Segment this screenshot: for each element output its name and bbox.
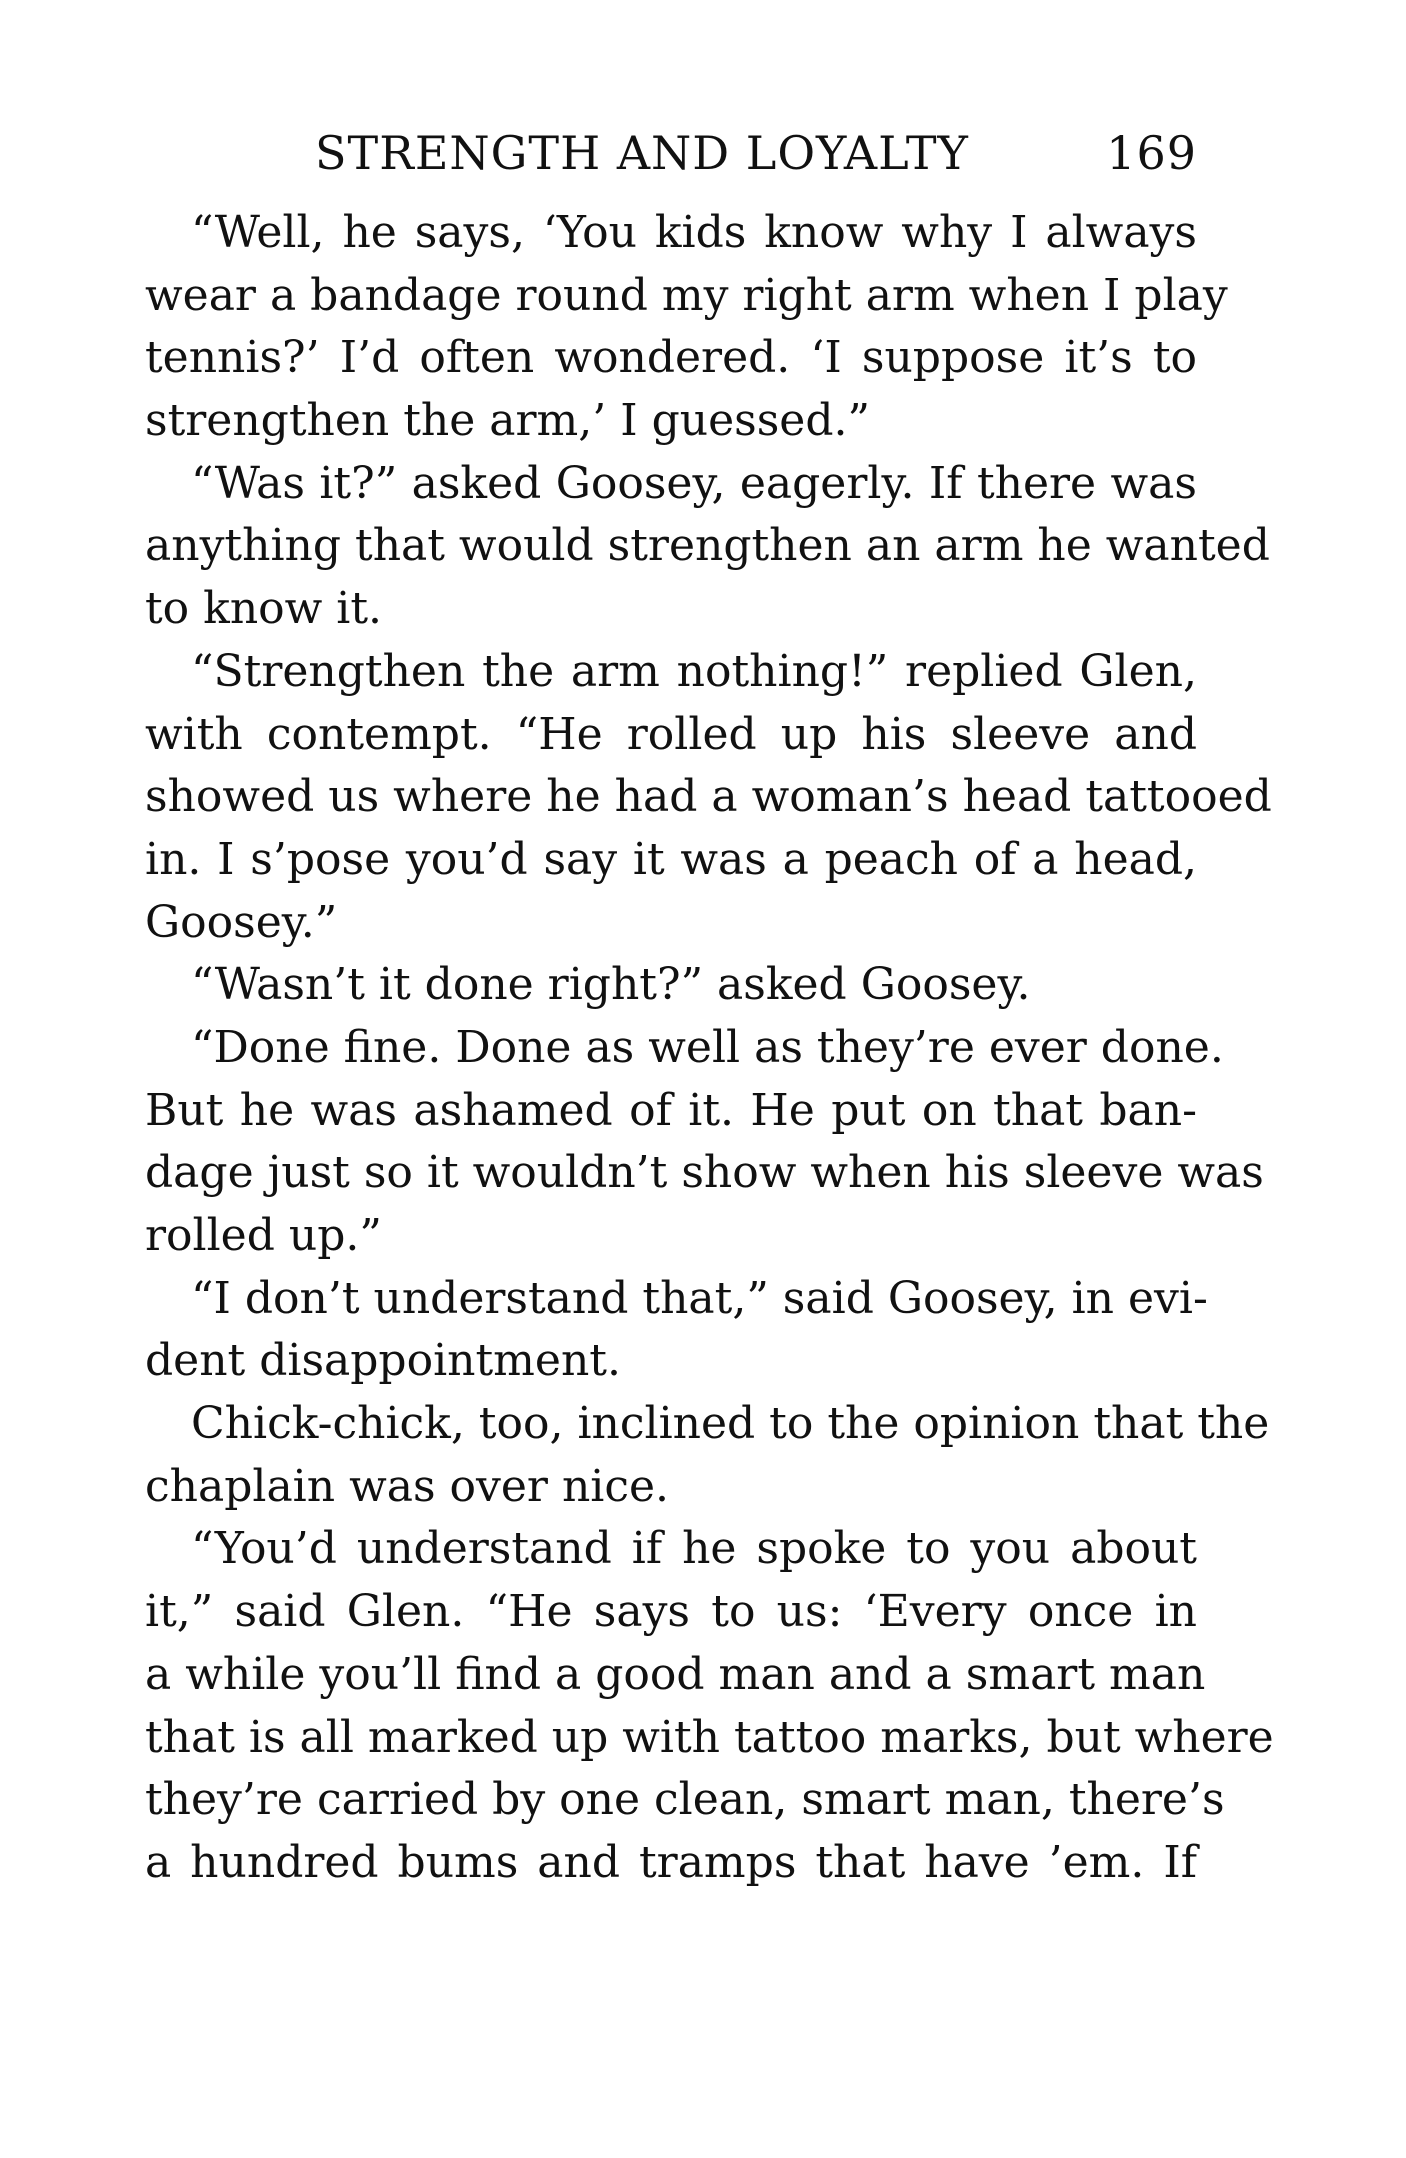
text-line: with contempt. “He rolled up his sleeve and: [145, 708, 1197, 760]
text-line: showed us where he had a woman’s head tattooed: [145, 771, 1272, 823]
text-line: dage just so it wouldn’t show when his sleeve was: [145, 1147, 1264, 1199]
text-line: dent disappointment.: [145, 1335, 621, 1387]
text-line: a hundred bums and tramps that have ’em. If: [145, 1836, 1197, 1888]
running-head: [145, 118, 1197, 188]
text-line: “Was it?” asked Goosey, eagerly. If there was: [191, 457, 1197, 509]
text-line: wear a bandage round my right arm when I play: [145, 269, 1228, 321]
text-line: “You’d understand if he spoke to you about: [191, 1523, 1197, 1575]
text-line: “Done fine. Done as well as they’re ever done.: [191, 1021, 1224, 1073]
text-line: they’re carried by one clean, smart man, there’s: [145, 1774, 1225, 1826]
text-line: it,” said Glen. “He says to us: ‘Every once in: [145, 1586, 1197, 1638]
text-line: anything that would strengthen an arm he wanted: [145, 520, 1270, 572]
book-page: [145, 118, 1274, 1895]
text-line: “I don’t understand that,” said Goosey, in evi-: [191, 1272, 1208, 1324]
text-line: in. I s’pose you’d say it was a peach of a head,: [145, 833, 1197, 885]
text-line: to know it.: [145, 583, 383, 635]
text-line: “Strengthen the arm nothing!” replied Glen,: [191, 645, 1197, 697]
body-text: [145, 202, 1274, 1895]
text-line: “Wasn’t it done right?” asked Goosey.: [191, 959, 1031, 1011]
text-line: Chick-chick, too, inclined to the opinion that the: [191, 1398, 1270, 1450]
text-line: strengthen the arm,’ I guessed.”: [145, 395, 870, 447]
text-line: that is all marked up with tattoo marks, but where: [145, 1711, 1274, 1763]
text-line: a while you’ll find a good man and a smart man: [145, 1648, 1206, 1700]
text-line: But he was ashamed of it. He put on that ban-: [145, 1084, 1197, 1136]
text-line: chaplain was over nice.: [145, 1460, 670, 1512]
text-line: tennis?’ I’d often wondered. ‘I suppose it’s to: [145, 332, 1197, 384]
page-number: 169: [1106, 126, 1197, 180]
text-line: rolled up.”: [145, 1210, 382, 1261]
text-line: Goosey.”: [145, 896, 338, 948]
text-line: “Well, he says, ‘You kids know why I always: [191, 207, 1197, 258]
running-head-title: STRENGTH AND LOYALTY: [315, 126, 969, 180]
